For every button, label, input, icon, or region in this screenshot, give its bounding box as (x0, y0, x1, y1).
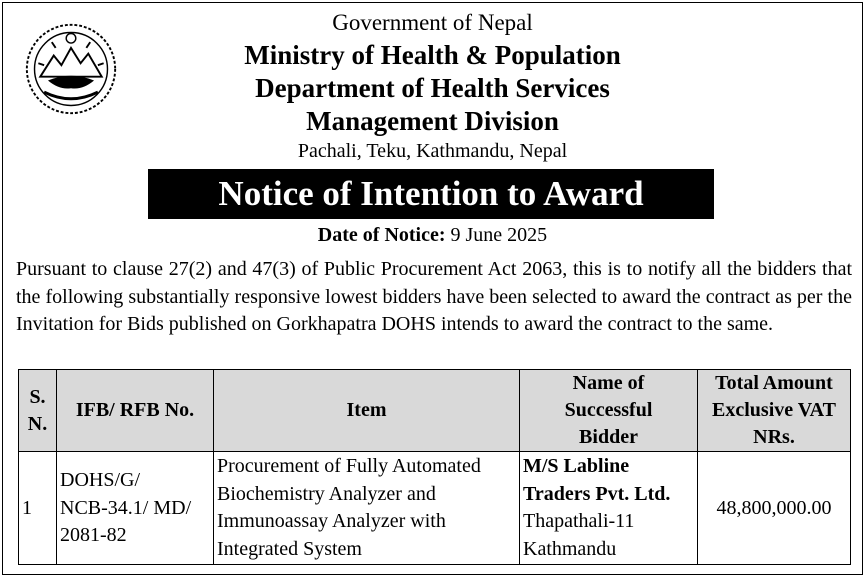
header-sn-line: N. (27, 412, 48, 435)
header-sn-line: S. (29, 385, 46, 408)
notice-title: Notice of Intention to Award (148, 169, 714, 219)
date-value: 9 June 2025 (450, 224, 548, 246)
item-line: Integrated System (217, 537, 362, 560)
ifb-line: DOHS/G/ (60, 469, 141, 492)
header-bidder-line: Name of (572, 372, 645, 394)
header-bidder-line: Successful (564, 399, 653, 421)
ifb-line: NCB-34.1/ MD/ (60, 496, 192, 519)
ifb-line: 2081-82 (60, 524, 127, 547)
header-item: Item (214, 370, 520, 452)
cell-ifb (57, 452, 214, 565)
bidder-name-line: Traders Pvt. Ltd. (523, 482, 671, 505)
header-bidder-line: Bidder (579, 426, 638, 448)
office-address: Pachali, Teku, Kathmandu, Nepal (297, 140, 568, 162)
cell-item (214, 452, 520, 565)
item-line: Procurement of Fully Automated (217, 455, 481, 477)
government-name: Government of Nepal (332, 10, 533, 35)
table-row (19, 452, 851, 565)
cell-sn: 1 (19, 452, 57, 565)
header-amount-line: Exclusive VAT (712, 399, 836, 421)
bidder-address-line: Thapathali-11 (523, 510, 635, 532)
notice-document (2, 2, 863, 575)
bidder-address-line: Kathmandu (523, 537, 617, 560)
header-amount-line: Total Amount (715, 372, 833, 394)
division-name: Management Division (306, 106, 559, 136)
header-sn (19, 370, 57, 452)
award-table (18, 369, 851, 565)
item-line: Immunoassay Analyzer with (217, 510, 446, 532)
date-label: Date of Notice: (317, 224, 446, 246)
header-bidder (520, 370, 698, 452)
header-ifb: IFB/ RFB No. (57, 370, 214, 452)
table-header-row (19, 370, 851, 452)
department-name: Department of Health Services (255, 73, 610, 103)
cell-bidder (520, 452, 698, 565)
notice-paragraph: Pursuant to clause 27(2) and 47(3) of Public Procurement Act 2063, this is to notify all the bidders that the following substantially responsive lowest bidders have been selected to award the contract as per the Invitation for Bids published on Gorkhapatra DOHS intends to award the contract to the same. (16, 258, 852, 335)
header-amount-line: NRs. (753, 426, 795, 448)
notice-date (3, 224, 862, 247)
cell-amount: 48,800,000.00 (698, 452, 851, 565)
bidder-name-line: M/S Labline (523, 455, 630, 477)
item-line: Biochemistry Analyzer and (217, 482, 436, 505)
ministry-name: Ministry of Health & Population (244, 40, 621, 70)
header-amount (698, 370, 851, 452)
